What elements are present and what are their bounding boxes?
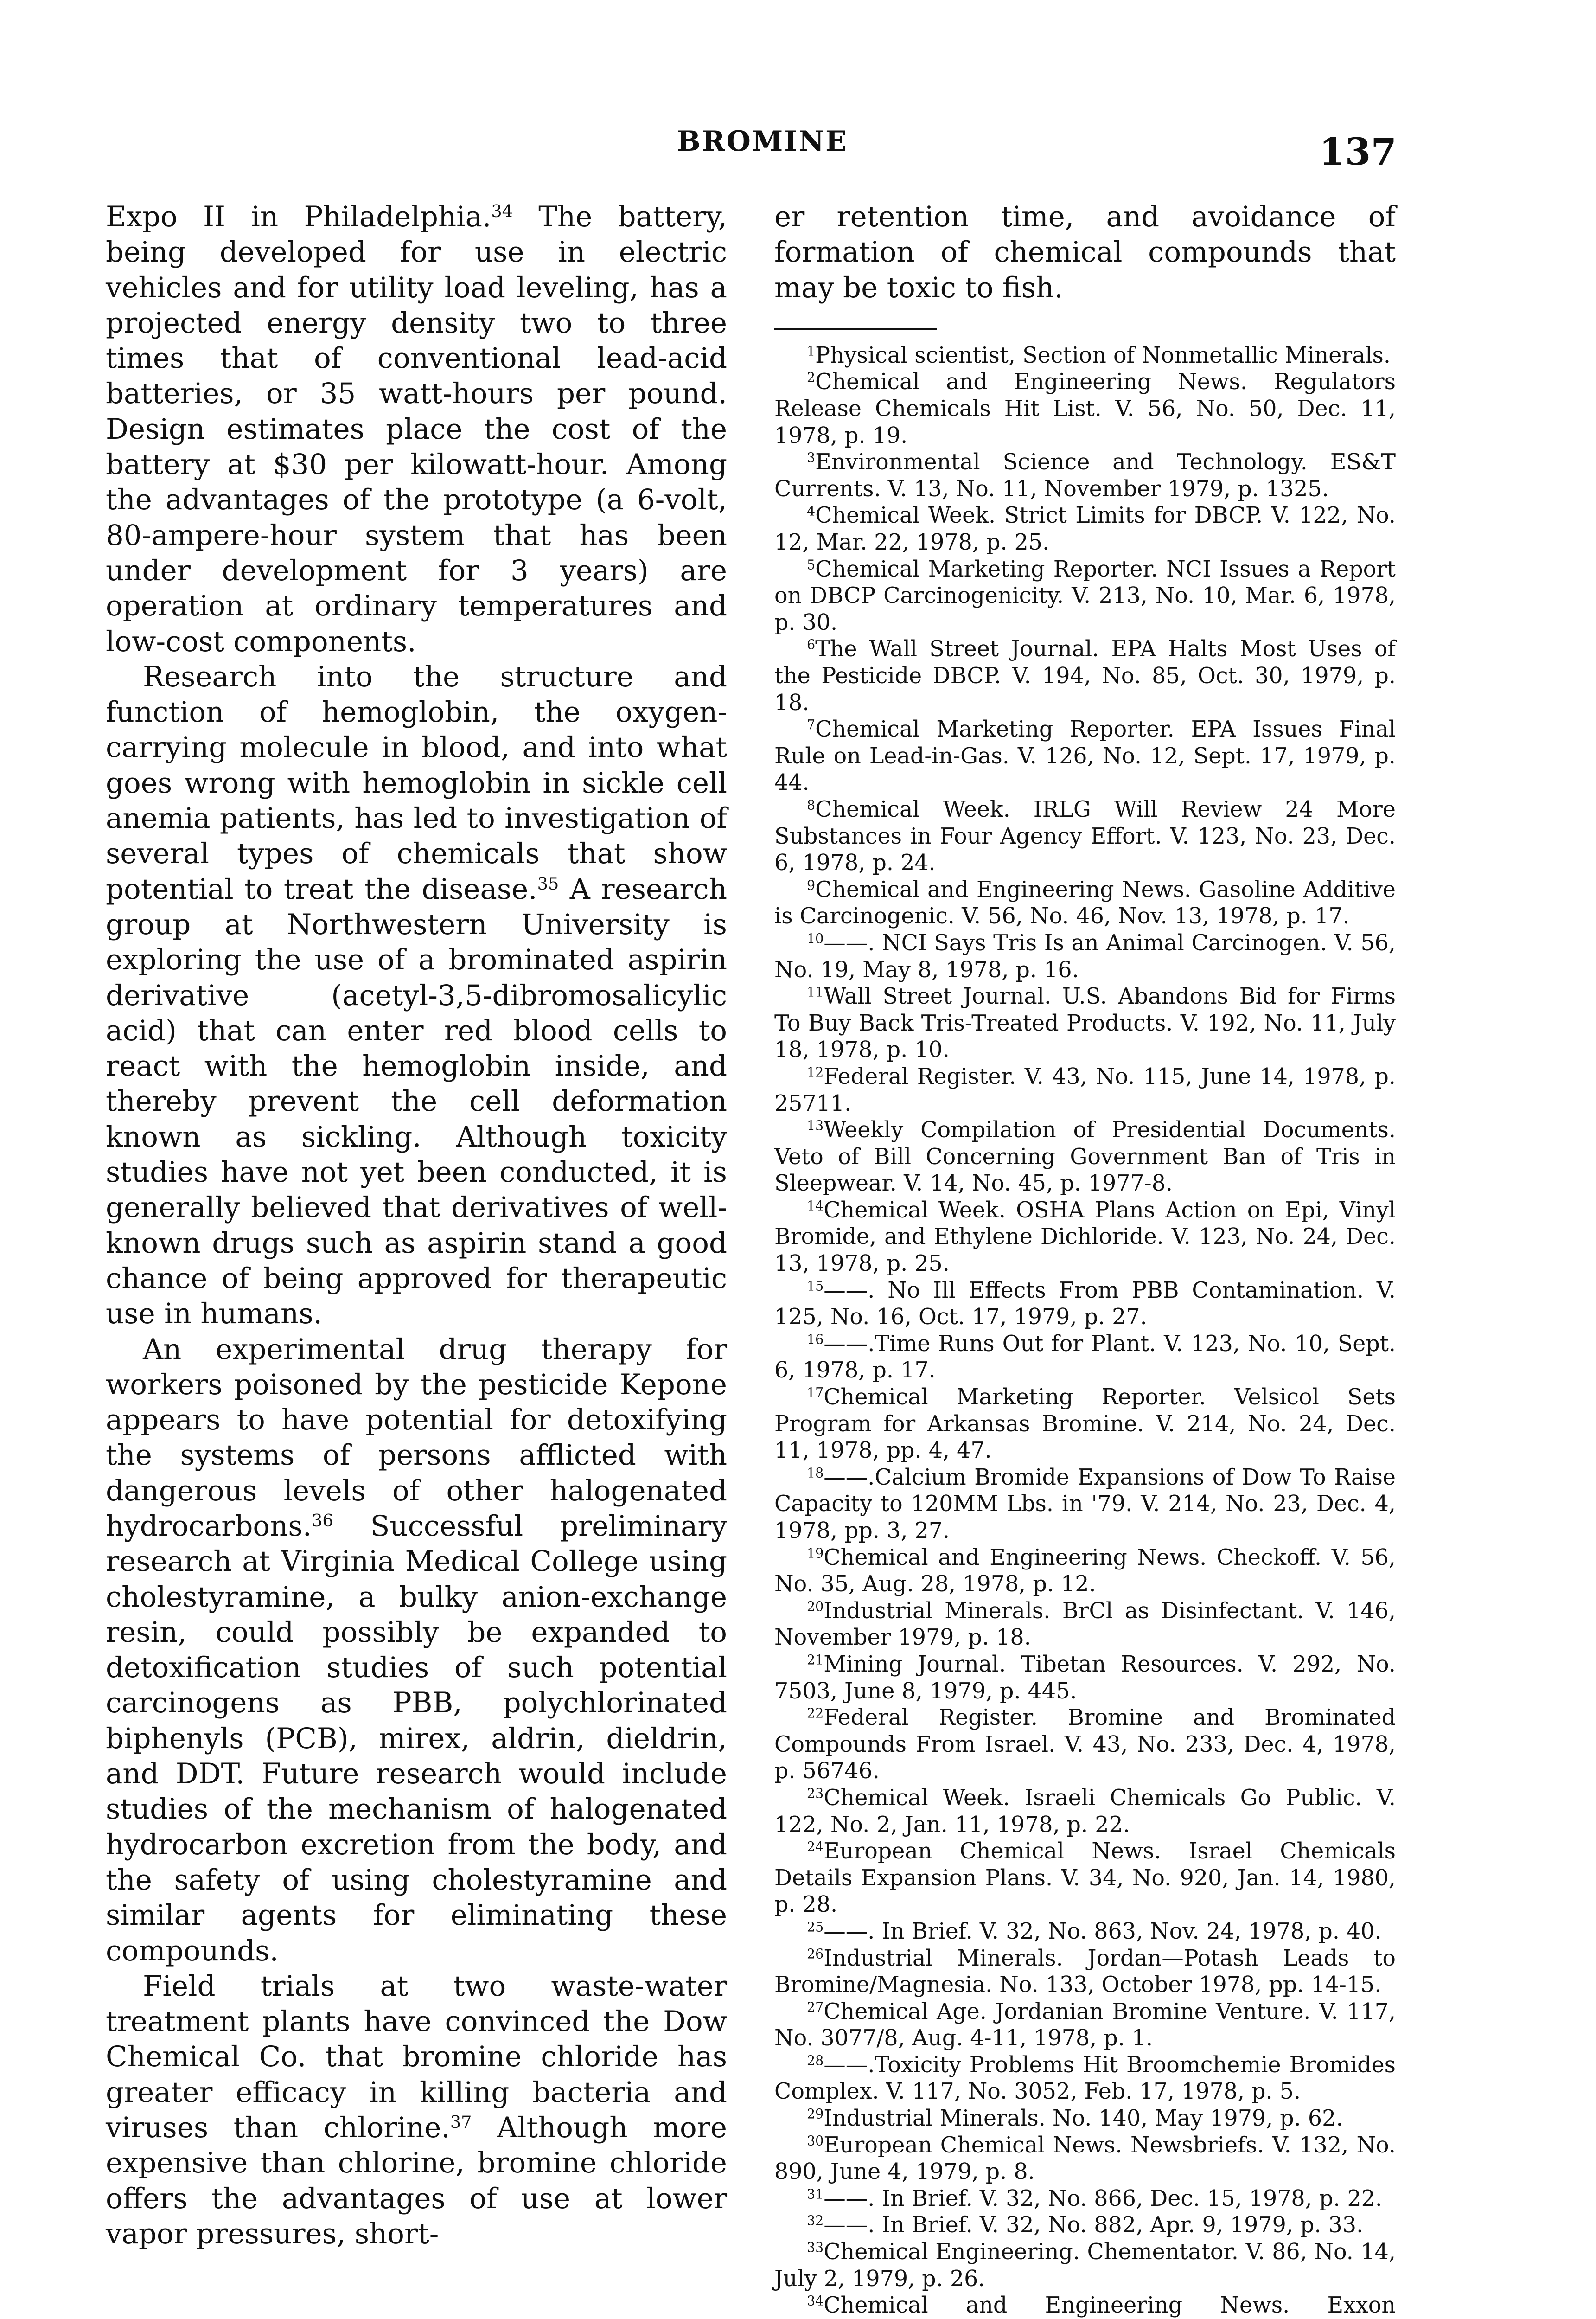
- footnote-item: [774, 2212, 1396, 2239]
- footnote-item: [774, 1785, 1396, 1838]
- footnote-divider: [774, 328, 937, 330]
- footnote-item: [774, 877, 1396, 930]
- footnote-list: [774, 342, 1396, 2319]
- footnote-number: 13: [807, 1118, 824, 1134]
- footnote-item: [774, 716, 1396, 796]
- paragraph-text: An experimental drug therapy for workers poisoned by the pesticide Kepone appears to have potential for detoxifying the systems of persons afflicted with dangerous levels of other halogenated hydrocarbons.: [106, 1332, 727, 1543]
- footnote-text: Mining Journal. Tibetan Resources. V. 292, No. 7503, June 8, 1979, p. 445.: [774, 1651, 1396, 1704]
- footnote-text: Physical scientist, Section of Nonmetallic Minerals.: [815, 342, 1391, 368]
- footnote-reference: 34: [491, 201, 513, 221]
- footnote-number: 23: [807, 1786, 824, 1801]
- footnote-item: [774, 1331, 1396, 1384]
- footnote-number: 5: [807, 557, 816, 572]
- paragraph-text: Field trials at two waste-water treatment plants have convinced the Dow Chemical Co. that bromine chloride has greater efficacy in killing bacteria and viruses than chlorine.: [106, 1969, 727, 2145]
- footnote-number: 21: [807, 1652, 824, 1668]
- footnote-number: 33: [807, 2240, 824, 2255]
- paragraph-text: Expo II in Philadelphia.: [106, 200, 492, 233]
- footnote-item: [774, 449, 1396, 502]
- footnote-item: [774, 1544, 1396, 1598]
- footnote-number: 8: [807, 797, 816, 813]
- footnote-item: [774, 342, 1396, 369]
- footnote-number: 18: [807, 1465, 824, 1481]
- footnote-number: 6: [807, 637, 816, 653]
- paragraph-text: Successful preliminary research at Virginia Medical College using cholestyramine, a bulky anion-exchange resin, could possibly be expanded to detoxification studies of such potential carcinogens as PBB, polychlorinated biphenyls (PCB), mirex, aldrin, dieldrin, and DDT. Future research would include studies of the mechanism of halogenated hydrocarbon excretion from the body, and the safety of using cholestyramine and similar agents for eliminating these compounds.: [106, 1509, 727, 1967]
- footnote-text: Chemical and Engineering News. Checkoff. V. 56, No. 35, Aug. 28, 1978, p. 12.: [774, 1544, 1396, 1597]
- running-title: BROMINE: [677, 125, 848, 158]
- footnote-item: [774, 1384, 1396, 1464]
- footnote-text: Industrial Minerals. Jordan—Potash Leads to Bromine/Magnesia. No. 133, October 1978, pp. 14-15.: [774, 1945, 1396, 1998]
- footnote-text: Chemical Marketing Reporter. Velsicol Sets Program for Arkansas Bromine. V. 214, No. 24, Dec. 11, 1978, pp. 4, 47.: [774, 1384, 1396, 1464]
- footnote-item: [774, 369, 1396, 449]
- footnote-number: 15: [807, 1278, 824, 1294]
- footnote-item: [774, 1277, 1396, 1331]
- footnote-number: 25: [807, 1919, 824, 1935]
- footnote-number: 32: [807, 2213, 824, 2229]
- footnote-item: [774, 1197, 1396, 1277]
- footnote-item: [774, 1063, 1396, 1117]
- footnote-item: [774, 1598, 1396, 1651]
- footnote-number: 22: [807, 1705, 824, 1721]
- footnote-number: 7: [807, 717, 816, 733]
- footnote-text: Industrial Minerals. No. 140, May 1979, p. 62.: [824, 2106, 1343, 2132]
- footnote-text: Chemical and Engineering News. Regulators Release Chemicals Hit List. V. 56, No. 50, Dec. 11, 1978, p. 19.: [774, 369, 1396, 448]
- footnote-number: 9: [807, 878, 816, 893]
- footnote-text: Chemical Week. Strict Limits for DBCP. V. 122, No. 12, Mar. 22, 1978, p. 25.: [774, 503, 1396, 556]
- footnote-number: 27: [807, 1999, 824, 2015]
- footnote-item: [774, 1838, 1396, 1918]
- footnote-number: 34: [807, 2293, 824, 2309]
- footnote-item: [774, 1918, 1396, 1945]
- footnote-text: ——. In Brief. V. 32, No. 882, Apr. 9, 1979, p. 33.: [824, 2212, 1364, 2238]
- paragraph-text: Research into the structure and function of hemoglobin, the oxygen-carrying molecule in blood, and into what goes wrong with hemoglobin in sickle cell anemia patients, has led to investigation of several types of chemicals that show potential to treat the disease.: [106, 660, 727, 906]
- footnote-text: The Wall Street Journal. EPA Halts Most Uses of the Pesticide DBCP. V. 194, No. 85, Oct. 30, 1979, p. 18.: [774, 636, 1396, 716]
- footnote-item: [774, 2239, 1396, 2292]
- footnote-number: 2: [807, 370, 816, 385]
- footnote-item: [774, 796, 1396, 877]
- body-paragraph: [106, 1332, 727, 1969]
- footnote-number: 28: [807, 2053, 824, 2069]
- body-paragraph: [106, 1969, 727, 2252]
- footnote-text: ——. In Brief. V. 32, No. 866, Dec. 15, 1978, p. 22.: [824, 2185, 1382, 2211]
- left-text-column: [106, 199, 727, 2252]
- footnote-item: [774, 1464, 1396, 1544]
- footnote-number: 12: [807, 1064, 824, 1080]
- footnote-item: [774, 1651, 1396, 1704]
- footnote-number: 4: [807, 503, 816, 519]
- footnote-text: Chemical Marketing Reporter. EPA Issues Final Rule on Lead-in-Gas. V. 126, No. 12, Sept. 17, 1979, p. 44.: [774, 717, 1396, 796]
- footnote-number: 17: [807, 1385, 824, 1401]
- footnote-text: Chemical and Engineering News. Exxon: [824, 2293, 1396, 2319]
- footnote-text: ——.Time Runs Out for Plant. V. 123, No. 10, Sept. 6, 1978, p. 17.: [774, 1331, 1396, 1384]
- footnote-item: [774, 2132, 1396, 2185]
- footnote-text: Chemical Week. IRLG Will Review 24 More Substances in Four Agency Effort. V. 123, No. 23, Dec. 6, 1978, p. 24.: [774, 796, 1396, 876]
- footnote-text: Federal Register. V. 43, No. 115, June 14, 1978, p. 25711.: [774, 1063, 1396, 1116]
- footnote-reference: 37: [450, 2112, 472, 2132]
- footnote-text: Wall Street Journal. U.S. Abandons Bid for Firms To Buy Back Tris-Treated Products. V. 192, No. 11, July 18, 1978, p. 10.: [774, 984, 1396, 1063]
- footnote-reference: 35: [537, 873, 559, 894]
- footnote-number: 19: [807, 1545, 824, 1561]
- footnote-item: [774, 556, 1396, 636]
- footnote-number: 26: [807, 1946, 824, 1961]
- footnote-number: 30: [807, 2133, 824, 2148]
- body-paragraph: [106, 660, 727, 1332]
- footnote-item: [774, 2052, 1396, 2105]
- footnote-item: [774, 1117, 1396, 1197]
- footnote-text: Chemical Age. Jordanian Bromine Venture. V. 117, No. 3077/8, Aug. 4-11, 1978, p. 1.: [774, 1999, 1396, 2051]
- footnote-item: [774, 983, 1396, 1063]
- footnote-number: 3: [807, 450, 816, 466]
- footnote-text: European Chemical News. Newsbriefs. V. 132, No. 890, June 4, 1979, p. 8.: [774, 2132, 1396, 2185]
- footnote-text: Chemical Engineering. Chementator. V. 86, No. 14, July 2, 1979, p. 26.: [774, 2239, 1396, 2292]
- footnote-number: 20: [807, 1599, 824, 1614]
- footnote-text: ——. NCI Says Tris Is an Animal Carcinogen. V. 56, No. 19, May 8, 1978, p. 16.: [774, 930, 1396, 983]
- paragraph-text: The battery, being developed for use in electric vehicles and for utility load leveling, has a projected energy density two to three times that of conventional lead-acid batteries, or 35 watt-hours per pound. Design estimates place the cost of the battery at $30 per kilowatt-hour. Among the advantages of the prototype (a 6-volt, 80-ampere-hour system that has been under development for 3 years) are operation at ordinary temperatures and low-cost components.: [106, 200, 727, 658]
- footnote-item: [774, 636, 1396, 716]
- footnote-item: [774, 1945, 1396, 1999]
- footnote-text: Industrial Minerals. BrCl as Disinfectant. V. 146, November 1979, p. 18.: [774, 1598, 1396, 1651]
- footnote-text: ——. In Brief. V. 32, No. 863, Nov. 24, 1978, p. 40.: [824, 1918, 1382, 1944]
- footnote-text: ——. No Ill Effects From PBB Contamination. V. 125, No. 16, Oct. 17, 1979, p. 27.: [774, 1277, 1396, 1330]
- page-number: 137: [1319, 130, 1397, 173]
- footnote-number: 1: [807, 343, 816, 359]
- footnote-text: ——.Toxicity Problems Hit Broomchemie Bromides Complex. V. 117, No. 3052, Feb. 17, 1978, p. 5.: [774, 2052, 1396, 2105]
- footnote-item: [774, 2105, 1396, 2132]
- footnote-text: Weekly Compilation of Presidential Documents. Veto of Bill Concerning Government Ban of Tris in Sleepwear. V. 14, No. 45, p. 1977-8.: [774, 1117, 1396, 1197]
- footnote-text: Environmental Science and Technology. ES&T Currents. V. 13, No. 11, November 1979, p. 1325.: [774, 449, 1396, 502]
- footnote-reference: 36: [312, 1510, 333, 1531]
- continued-paragraph: er retention time, and avoidance of formation of chemical compounds that may be toxic to fish.: [774, 200, 1396, 304]
- paragraph-text: Although more expensive than chlorine, bromine chloride offers the advantages of use at lower vapor pressures, short-: [106, 2111, 727, 2250]
- footnote-text: ——.Calcium Bromide Expansions of Dow To Raise Capacity to 120MM Lbs. in '79. V. 214, No. 23, Dec. 4, 1978, pp. 3, 27.: [774, 1464, 1396, 1544]
- footnote-item: [774, 930, 1396, 983]
- footnote-text: Chemical Week. OSHA Plans Action on Epi, Vinyl Bromide, and Ethylene Dichloride. V. 123, No. 24, Dec. 13, 1978, p. 25.: [774, 1197, 1396, 1277]
- footnote-number: 16: [807, 1332, 824, 1347]
- footnote-number: 31: [807, 2186, 824, 2202]
- footnote-number: 11: [807, 984, 824, 1000]
- footnote-number: 24: [807, 1839, 824, 1855]
- footnote-item: [774, 2185, 1396, 2212]
- body-paragraph: [106, 199, 727, 660]
- footnote-text: Chemical Week. Israeli Chemicals Go Public. V. 122, No. 2, Jan. 11, 1978, p. 22.: [774, 1785, 1396, 1838]
- footnote-number: 29: [807, 2106, 824, 2122]
- footnote-item: [774, 502, 1396, 556]
- footnote-text: European Chemical News. Israel Chemicals Details Expansion Plans. V. 34, No. 920, Jan. 14, 1980, p. 28.: [774, 1839, 1396, 1918]
- footnote-item: [774, 1999, 1396, 2052]
- right-text-column: [774, 199, 1396, 2319]
- footnote-text: Chemical Marketing Reporter. NCI Issues a Report on DBCP Carcinogenicity. V. 213, No. 10, Mar. 6, 1978, p. 30.: [774, 556, 1396, 635]
- paragraph-text: A research group at Northwestern University is exploring the use of a brominated aspirin derivative (acetyl-3,5-dibromosalicylic acid) that can enter red blood cells to react with the hemoglobin inside, and thereby prevent the cell deformation known as sickling. Although toxicity studies have not yet been conducted, it is generally believed that derivatives of well-known drugs such as aspirin stand a good chance of being approved for therapeutic use in humans.: [106, 872, 727, 1331]
- footnote-item: [774, 1704, 1396, 1785]
- footnote-number: 10: [807, 931, 824, 947]
- footnote-item: [774, 2292, 1396, 2319]
- footnote-number: 14: [807, 1198, 824, 1214]
- footnote-text: Chemical and Engineering News. Gasoline Additive is Carcinogenic. V. 56, No. 46, Nov. 13, 1978, p. 17.: [774, 877, 1396, 929]
- footnote-text: Federal Register. Bromine and Brominated Compounds From Israel. V. 43, No. 233, Dec. 4, 1978, p. 56746.: [774, 1705, 1396, 1784]
